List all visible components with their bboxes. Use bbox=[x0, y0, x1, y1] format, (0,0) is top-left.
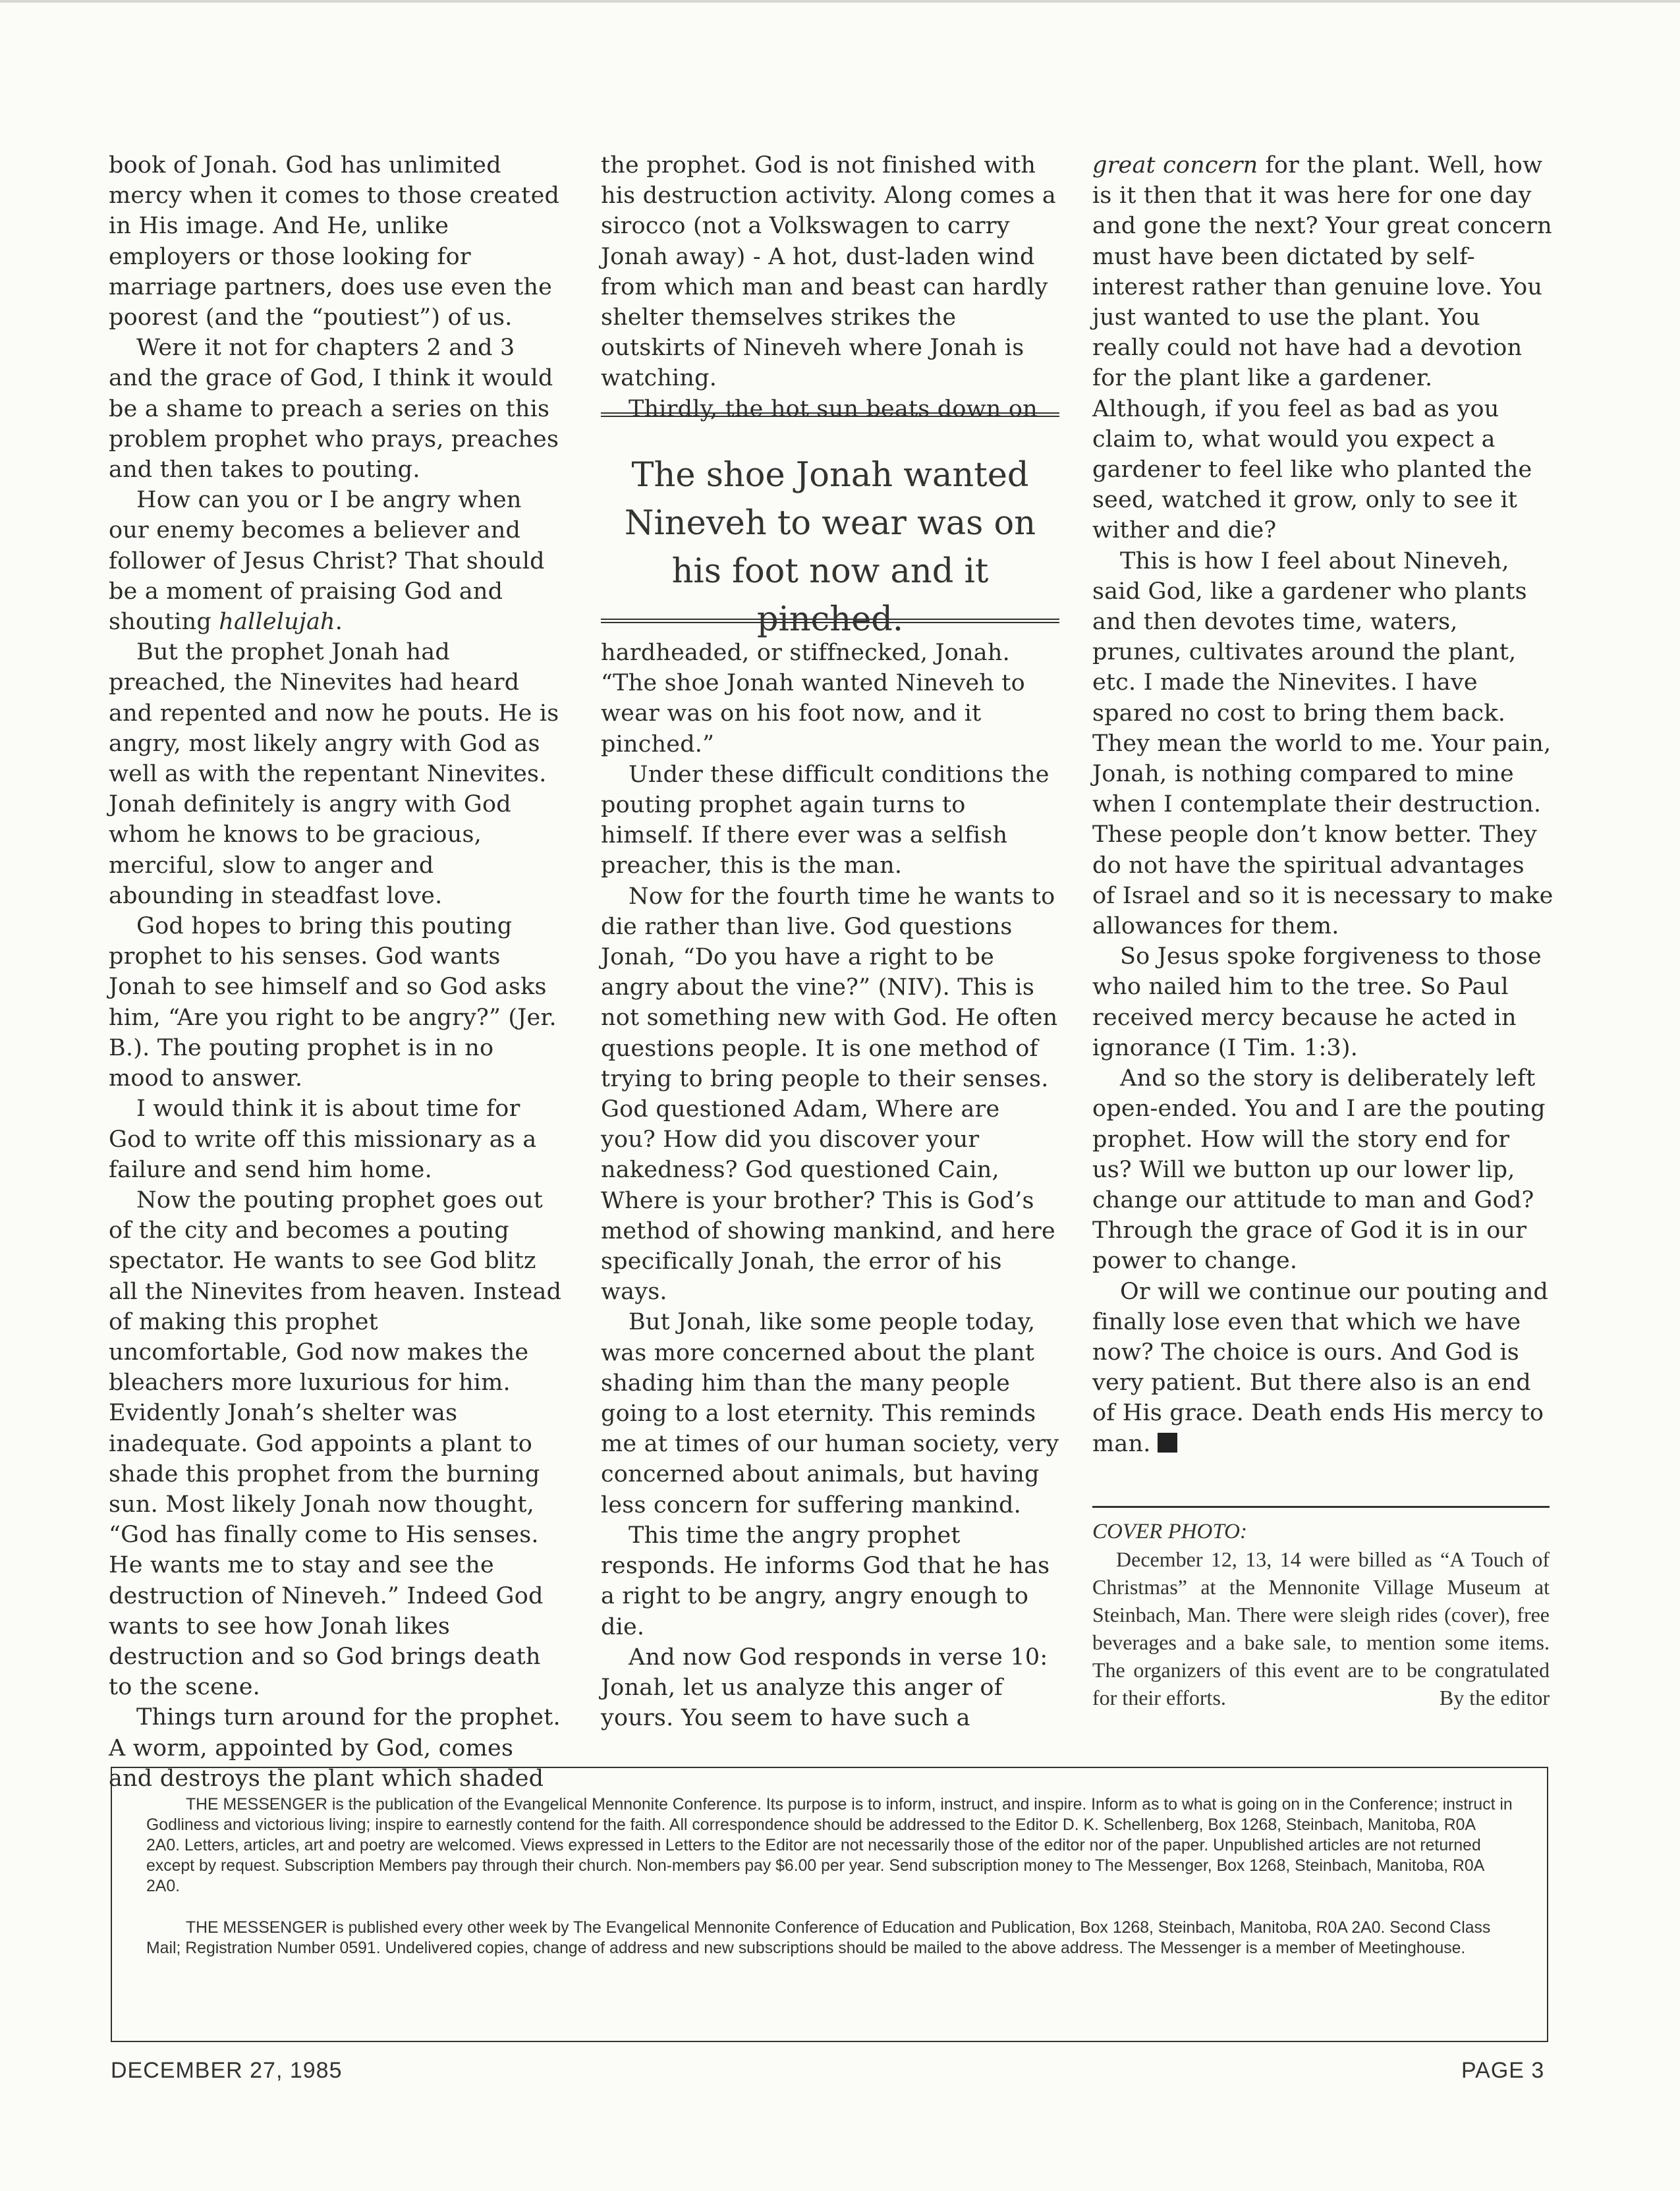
article-column-2-bottom bbox=[601, 638, 1059, 1733]
top-border bbox=[0, 0, 1680, 3]
article-column-3 bbox=[1092, 150, 1554, 1459]
cover-divider bbox=[1092, 1506, 1550, 1508]
paragraph bbox=[1092, 1277, 1554, 1459]
paragraph: This is how I feel about Nineveh, said God, like a gardener who plants and then devotes time, waters, prunes, cultivates around the plant, etc. I made the Ninevites. I have spared no cost to bring them back. They mean the world to me. Your pain, Jonah, is nothing compared to mine when I contemplate their destruction. These people don’t know better. They do not have the spiritual advantages of Israel and so it is necessary to make allowances for them. bbox=[1092, 547, 1554, 940]
paragraph: And so the story is deliberately left open-ended. You and I are the pouting prophet. How will the story end for us? Will we button up our lower lip, change our attitude to man and God? Through the grace of God it is in our power to change. bbox=[1092, 1065, 1546, 1275]
cover-photo-text bbox=[1092, 1545, 1550, 1711]
paragraph-text: Or will we continue our pouting and finally lose even that which we have now? The choice is ours. And God is very patient. But there also is an end of His grace. Death ends His mercy to man. bbox=[1092, 1278, 1549, 1457]
paragraph: But the prophet Jonah had preached, the Ninevites had heard and repented and now he pouts. He is angry, most likely angry with God as well as with the repentant Ninevites. Jonah definitely is angry with God whom he knows to be gracious, merciful, slow to anger and abounding in steadfast love. bbox=[109, 639, 559, 909]
article-column-1 bbox=[109, 150, 563, 1794]
paragraph-text: How can you or I be angry when our enemy becomes a believer and follower of Jesus Christ? That should be a moment of praising God and shouting bbox=[109, 487, 545, 636]
paragraph: Now for the fourth time he wants to die rather than live. God questions Jonah, “Do you have a right to be angry about the vine?” (NIV). This is not something new with God. He often questions people. It is one method of trying to bring people to their senses. God questioned Adam, Where are you? How did you discover your nakedness? God questioned Cain, Where is your brother? This is God’s method of showing mankind, and here specifically Jonah, the error of his ways. bbox=[601, 883, 1058, 1306]
paragraph: This time the angry prophet responds. He informs God that he has a right to be angry, angry enough to die. bbox=[601, 1522, 1050, 1640]
cover-photo-caption bbox=[1092, 1518, 1550, 1711]
paragraph-text: . bbox=[335, 609, 343, 636]
paragraph-text: for the plant. Well, how is it then that it was here for one day and gone the next? Your great concern must have been dictated by self-interest rather than genuine love. You just wanted to use the plant. You really could not have had a devotion for the plant like a gardener. Although, if you feel as bad as you claim to, what would you expect a gardener to feel like who planted the seed, watched it grow, only to see it wither and die? bbox=[1092, 152, 1552, 544]
end-of-article-square-icon bbox=[1158, 1433, 1177, 1453]
pull-quote: The shoe Jonah wanted Nineveh to wear was on his foot now and it pinched. bbox=[624, 456, 1036, 639]
masthead-paragraph: THE MESSENGER is published every other week by The Evangelical Mennonite Conference of Education and Publication, Box 1268, Steinbach, Manitoba, R0A 2A0. Second Class Mail; Registration Number 0591. Undelivered copies, change of address and new subscriptions should be mailed to the above address. The Messenger is a member of Meetinghouse. bbox=[146, 1919, 1491, 1957]
paragraph: I would think it is about time for God to write off this missionary as a failure and send him home. bbox=[109, 1096, 537, 1183]
paragraph: Thirdly, the hot sun beats down on bbox=[629, 395, 1038, 422]
paragraph bbox=[1092, 150, 1554, 546]
issue-date: DECEMBER 27, 1985 bbox=[111, 2058, 343, 2083]
article-column-2-top bbox=[601, 150, 1059, 424]
paragraph: Things turn around for the prophet. A worm, appointed by God, comes and destroys the plant which shaded bbox=[109, 1704, 561, 1792]
paragraph: But Jonah, like some people today, was more concerned about the plant shading him than the many people going to a lost eternity. This reminds me at times of our human society, very concerned about animals, but having less concern for suffering mankind. bbox=[601, 1309, 1059, 1518]
paragraph bbox=[109, 485, 563, 637]
cover-photo-heading: COVER PHOTO: bbox=[1092, 1520, 1247, 1543]
paragraph: hardheaded, or stiffnecked, Jonah. “The shoe Jonah wanted Nineveh to wear was on his foot now, and it pinched.” bbox=[601, 640, 1025, 758]
paragraph: the prophet. God is not finished with his destruction activity. Along comes a sirocco (not a Volkswagen to carry Jonah away) - A hot, dust-laden wind from which man and beast can hardly shelter themselves strikes the outskirts of Nineveh where Jonah is watching. bbox=[601, 152, 1056, 392]
masthead-paragraph: THE MESSENGER is the publication of the Evangelical Mennonite Conference. Its purpose is to inform, instruct, and inspire. Inform as to what is going on in the Conference; instruct in Godliness and victorious living; inspire to earnestly contend for the faith. All correspondence should be addressed to the Editor D. K. Schellenberg, Box 1268, Steinbach, Manitoba, R0A 2A0. Letters, articles, art and poetry are welcomed. Views expressed in Letters to the Editor are not necessarily those of the editor nor of the paper. Unpublished articles are not returned except by request. Subscription Members pay through their church. Non-members pay $6.00 per year. Send subscription money to The Messenger, Box 1268, Steinbach, Manitoba, R0A 2A0. bbox=[146, 1796, 1513, 1895]
emphasis-text: great concern bbox=[1092, 152, 1258, 179]
cover-photo-body: December 12, 13, 14 were billed as “A Touch of Christmas” at the Mennonite Village Museum at Steinbach, Man. There were sleigh rides (cover), free beverages and a bake sale, to mention some items. The organizers of this event are to be congratulated for their efforts. bbox=[1092, 1547, 1550, 1709]
paragraph: Were it not for chapters 2 and 3 and the grace of God, I think it would be a shame to preach a series on this problem prophet who prays, preaches and then takes to pouting. bbox=[109, 335, 559, 484]
paragraph: And now God responds in verse 10: Jonah, let us analyze this anger of yours. You seem to have such a bbox=[601, 1644, 1048, 1732]
byline: By the editor bbox=[1439, 1686, 1550, 1709]
paragraph: God hopes to bring this pouting prophet to his senses. God wants Jonah to see himself and so God asks him, “Are you right to be angry?” (Jer. B.). The pouting prophet is in no mood to answer. bbox=[109, 913, 557, 1092]
masthead-box bbox=[111, 1767, 1548, 2042]
paragraph: So Jesus spoke forgiveness to those who nailed him to the tree. So Paul received mercy because he acted in ignorance (I Tim. 1:3). bbox=[1092, 943, 1542, 1061]
paragraph: book of Jonah. God has unlimited mercy when it comes to those created in His image. And He, unlike employers or those looking for marriage partners, does use even the poorest (and the “poutiest”) of us. bbox=[109, 152, 560, 331]
emphasis-text: hallelujah bbox=[219, 609, 335, 636]
page-number: PAGE 3 bbox=[1461, 2058, 1545, 2083]
paragraph: Under these difficult conditions the pouting prophet again turns to himself. If there ever was a selfish preacher, this is the man. bbox=[601, 761, 1050, 879]
pull-quote-box bbox=[601, 412, 1059, 639]
paragraph: Now the pouting prophet goes out of the city and becomes a pouting spectator. He wants to see God blitz all the Ninevites from heaven. Instead of making this prophet uncomfortable, God now makes the bleachers more luxurious for him. Evidently Jonah’s shelter was inadequate. God appoints a plant to shade this prophet from the burning sun. Most likely Jonah now thought, “God has finally come to His senses. He wants me to stay and see the destruction of Nineveh.” Indeed God wants to see how Jonah likes destruction and so God brings death to the scene. bbox=[109, 1186, 562, 1701]
